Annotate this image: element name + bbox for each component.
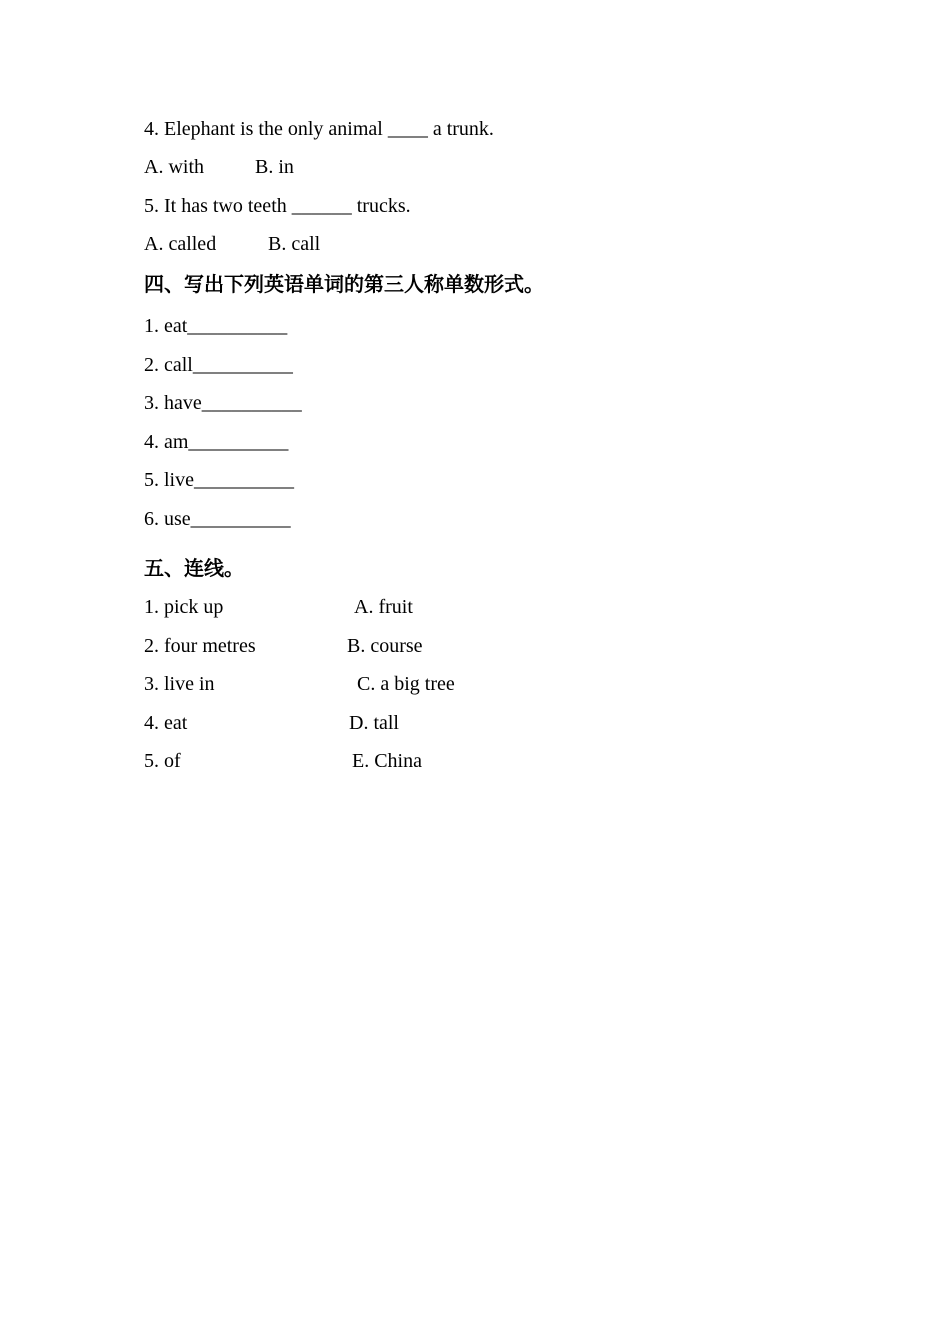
match-right-item: D. tall <box>349 712 399 734</box>
section-4-item: 2. call__________ <box>144 354 293 376</box>
match-left-item: 2. four metres <box>144 635 256 657</box>
q5-option-a: A. called <box>144 233 217 255</box>
question-4: 4. Elephant is the only animal ____ a trunk. <box>144 118 494 140</box>
section-4-heading: 四、写出下列英语单词的第三人称单数形式。 <box>144 272 544 296</box>
match-right-item: A. fruit <box>354 596 413 618</box>
section-4-item: 3. have__________ <box>144 392 302 414</box>
match-left-item: 5. of <box>144 750 181 772</box>
match-right-item: B. course <box>347 635 423 657</box>
q5-option-b: B. call <box>268 233 321 255</box>
match-right-item: C. a big tree <box>357 673 455 695</box>
question-5: 5. It has two teeth ______ trucks. <box>144 195 411 217</box>
q4-option-a: A. with <box>144 156 204 178</box>
section-4-item: 5. live__________ <box>144 469 294 491</box>
match-left-item: 3. live in <box>144 673 215 695</box>
match-left-item: 1. pick up <box>144 596 224 618</box>
q4-option-b: B. in <box>255 156 294 178</box>
match-left-item: 4. eat <box>144 712 188 734</box>
section-5-heading: 五、连线。 <box>144 556 244 580</box>
section-4-item: 1. eat__________ <box>144 315 288 337</box>
match-right-item: E. China <box>352 750 422 772</box>
section-4-item: 4. am__________ <box>144 431 289 453</box>
section-4-item: 6. use__________ <box>144 508 291 530</box>
